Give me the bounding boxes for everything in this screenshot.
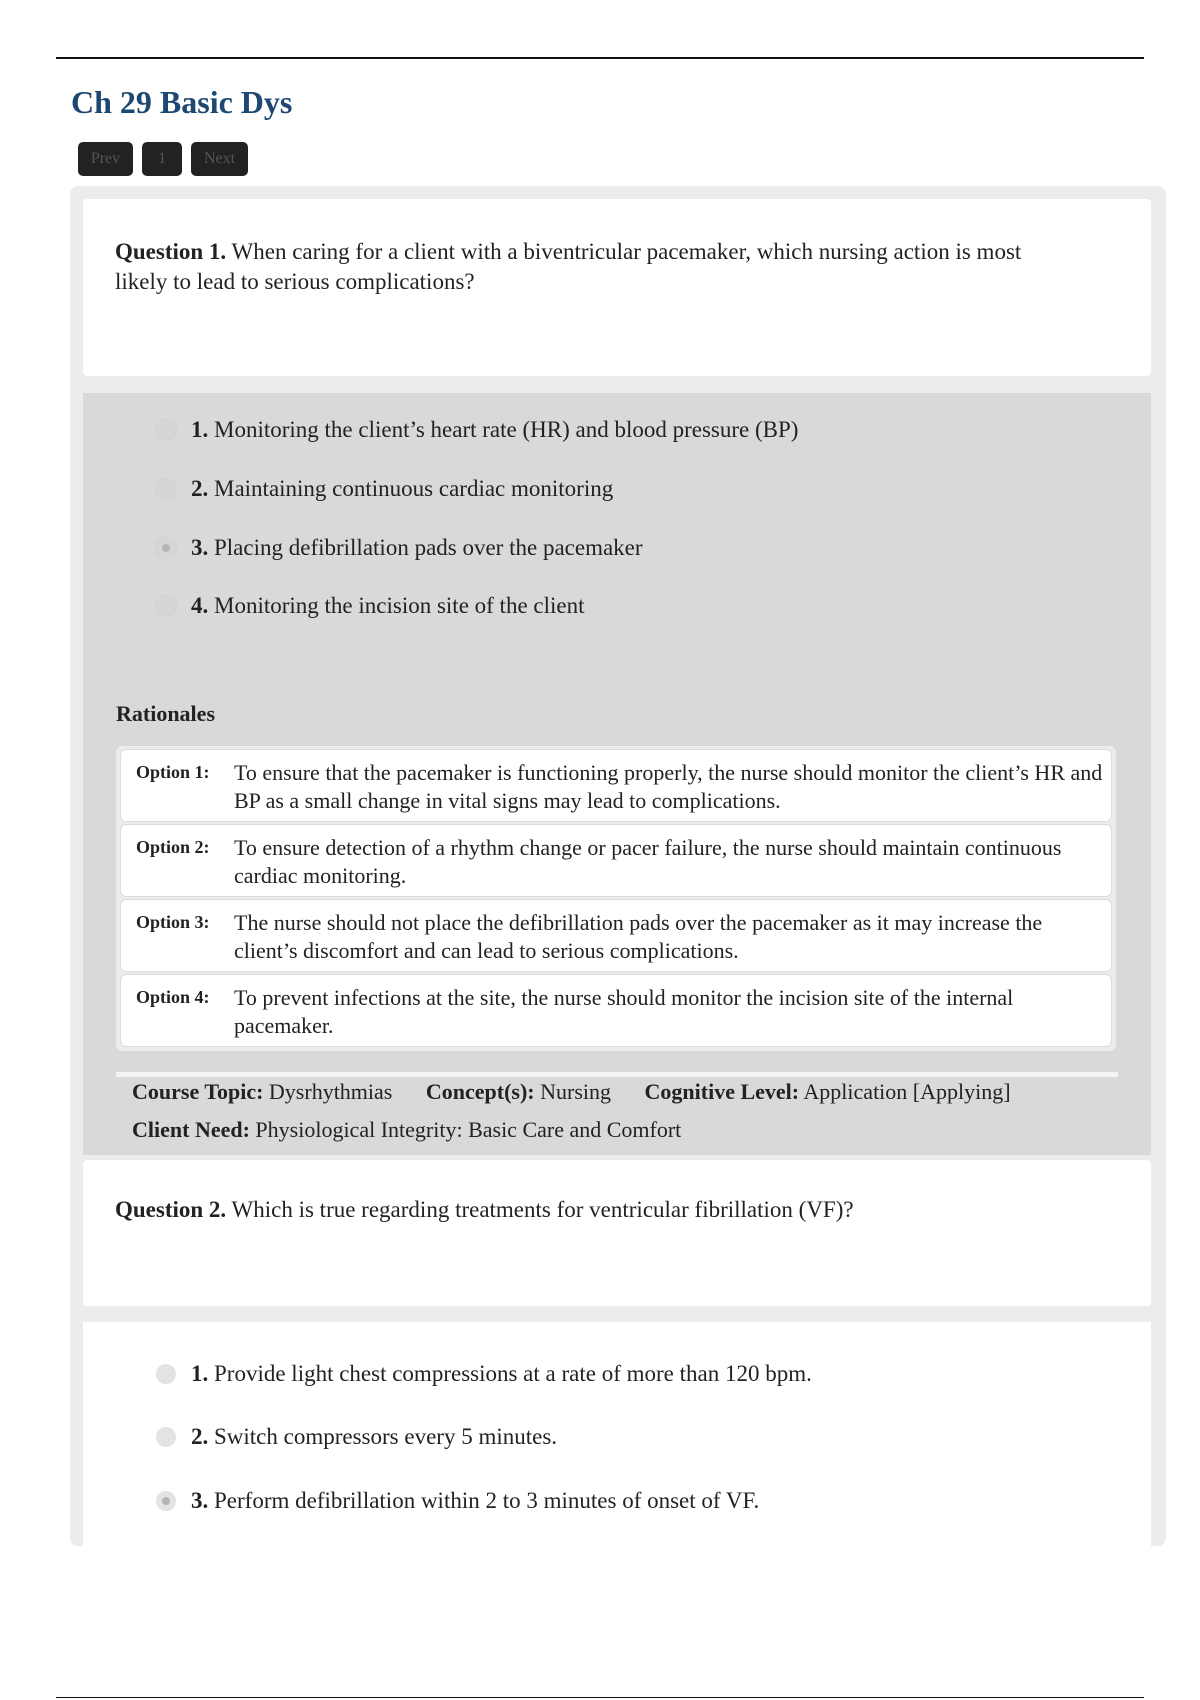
rationale-row xyxy=(121,975,1111,1046)
bottom-rule xyxy=(56,1697,1144,1698)
rationale-row xyxy=(121,825,1111,896)
radio-button-selected[interactable] xyxy=(156,538,176,558)
concepts: Concept(s): Nursing xyxy=(425,1079,612,1104)
radio-button[interactable] xyxy=(156,1427,176,1447)
question-2-answer-panel xyxy=(83,1322,1151,1548)
rationale-row xyxy=(121,900,1111,971)
rationale-text: To ensure that the pacemaker is functioning properly, the nurse should monitor the client’s HR and BP as a small change in vital signs may lead to complications. xyxy=(234,760,1103,813)
option-number: 4. xyxy=(191,593,209,618)
cognitive-level: Cognitive Level: Application [Applying] xyxy=(644,1079,1011,1104)
option-number: 1. xyxy=(191,1361,209,1386)
question-2-card xyxy=(83,1160,1151,1306)
option-number: 1. xyxy=(191,417,209,442)
rationales-heading: Rationales xyxy=(116,701,215,726)
option-number: 2. xyxy=(191,1424,209,1449)
page-number-button[interactable]: 1 xyxy=(142,142,182,176)
option-text: Switch compressors every 5 minutes. xyxy=(214,1424,558,1449)
option-text: Monitoring the client’s heart rate (HR) and blood pressure (BP) xyxy=(214,417,799,442)
question-1-card xyxy=(83,199,1151,376)
pagination xyxy=(78,142,248,176)
option-number: 2. xyxy=(191,476,209,501)
radio-button[interactable] xyxy=(156,596,176,616)
rationale-label: Option 2: xyxy=(136,837,210,857)
client-need: Client Need: Physiological Integrity: Basic Care and Comfort xyxy=(132,1117,682,1142)
rationale-label: Option 4: xyxy=(136,987,210,1007)
radio-button[interactable] xyxy=(156,479,176,499)
question-1-stem: When caring for a client with a biventricular pacemaker, which nursing action is most likely to lead to serious complications? xyxy=(115,239,1022,294)
option-text: Perform defibrillation within 2 to 3 minutes of onset of VF. xyxy=(214,1488,760,1513)
question-2-stem: Which is true regarding treatments for ventricular fibrillation (VF)? xyxy=(231,1197,854,1222)
rationale-label: Option 3: xyxy=(136,912,210,932)
rationales-table xyxy=(116,746,1116,1051)
question-1-text xyxy=(115,237,1075,297)
top-rule xyxy=(56,57,1144,59)
page-title: Ch 29 Basic Dys xyxy=(71,84,293,120)
rationale-row xyxy=(121,750,1111,821)
meta-divider xyxy=(116,1072,1118,1077)
question-meta xyxy=(132,1079,1039,1105)
option-number: 3. xyxy=(191,1488,209,1513)
radio-button[interactable] xyxy=(156,1364,176,1384)
prev-button[interactable]: Prev xyxy=(78,142,133,176)
radio-button-selected[interactable] xyxy=(156,1491,176,1511)
question-1-answer-panel xyxy=(83,393,1151,1155)
course-topic: Course Topic: Dysrhythmias xyxy=(132,1079,393,1104)
option-number: 3. xyxy=(191,535,209,560)
rationale-text: The nurse should not place the defibrillation pads over the pacemaker as it may increase the client’s discomfort and can lead to serious complications. xyxy=(234,910,1043,963)
rationale-text: To ensure detection of a rhythm change or pacer failure, the nurse should maintain continuous cardiac monitoring. xyxy=(234,835,1062,888)
rationale-text: To prevent infections at the site, the nurse should monitor the incision site of the internal pacemaker. xyxy=(234,985,1014,1038)
option-text: Placing defibrillation pads over the pacemaker xyxy=(214,535,643,560)
next-button[interactable]: Next xyxy=(191,142,248,176)
radio-button[interactable] xyxy=(156,420,176,440)
rationale-label: Option 1: xyxy=(136,762,210,782)
question-2-text xyxy=(115,1195,1075,1225)
question-1-label: Question 1. xyxy=(115,239,227,264)
option-text: Monitoring the incision site of the client xyxy=(214,593,585,618)
question-2-label: Question 2. xyxy=(115,1197,227,1222)
option-text: Maintaining continuous cardiac monitoring xyxy=(214,476,614,501)
option-text: Provide light chest compressions at a rate of more than 120 bpm. xyxy=(214,1361,812,1386)
